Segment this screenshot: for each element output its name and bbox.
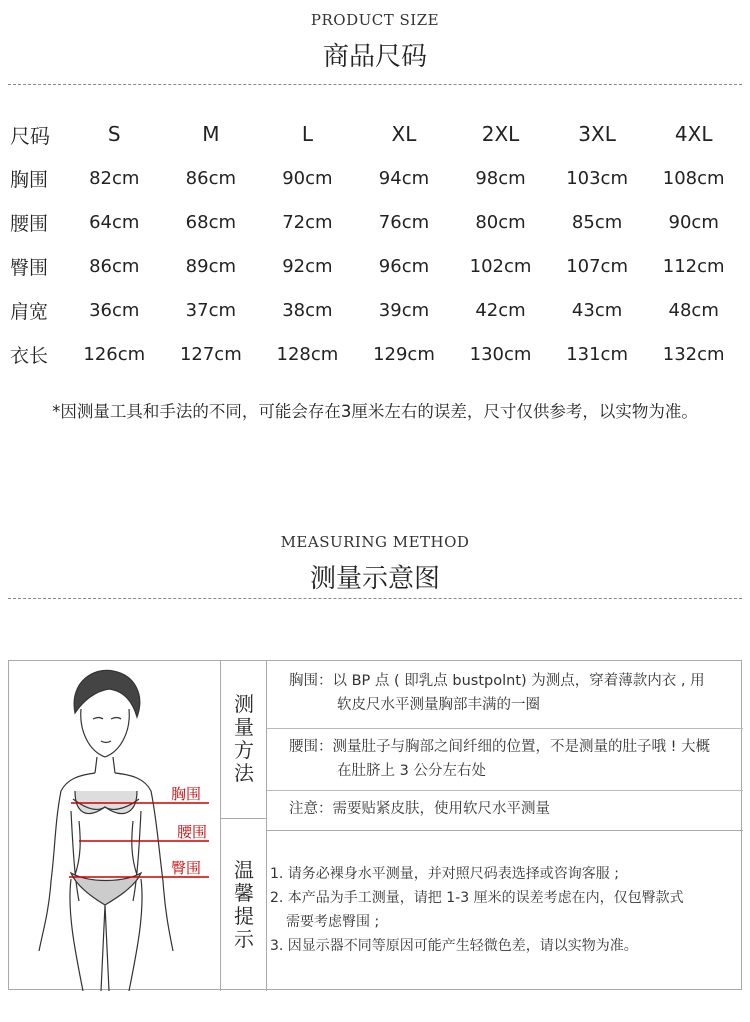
method-text: 注意：需要贴紧皮肤，使用软尺水平测量 [289, 801, 550, 817]
vertical-char: 测 [234, 692, 254, 716]
hip-label: 臀围 [171, 859, 202, 877]
measure-zh-title: 测量示意图 [309, 564, 440, 594]
method-text-cont: 软皮尺水平测量胸部丰满的一圈 [337, 697, 540, 713]
header-cell: L [301, 122, 313, 146]
table-cell: 80cm [475, 211, 526, 233]
table-cell: 85cm [571, 211, 623, 233]
table-cell: 76cm [378, 211, 430, 233]
table-cell: 107cm [566, 255, 628, 277]
tip-item-cont: 需要考虑臀围 ; [286, 914, 380, 930]
vertical-char: 馨 [234, 881, 254, 905]
row-label: 肩宽 [10, 300, 49, 323]
table-cell: 102cm [469, 255, 532, 277]
table-cell: 98cm [475, 167, 526, 189]
size-note: *因测量工具和手法的不同，可能会存在3厘米左右的误差，尺寸仅供参考，以实物为准。 [52, 402, 698, 421]
method-text: 腰围：测量肚子与胸部之间纤细的位置，不是测量的肚子哦 ! 大概 [289, 739, 711, 755]
header-cell: 尺码 [10, 123, 50, 148]
table-cell: 86cm [89, 255, 140, 277]
table-cell: 127cm [179, 343, 242, 365]
table-header-row [8, 112, 742, 156]
method-row-waist [267, 729, 743, 791]
table-cell: 130cm [469, 343, 532, 365]
tip-item: 1. 请务必裸身水平测量，并对照尺码表选择或咨询客服 ; [270, 866, 619, 882]
table-cell: 48cm [668, 299, 719, 321]
table-cell: 64cm [89, 211, 140, 233]
vertical-char: 示 [234, 927, 254, 951]
header-cell: 2XL [481, 122, 520, 146]
method-row-chest [267, 661, 743, 729]
table-row [8, 156, 742, 200]
table-cell: 129cm [373, 343, 435, 365]
vertical-char: 提 [234, 904, 254, 928]
table-row [8, 332, 742, 376]
header-cell: M [202, 122, 220, 146]
divider [8, 84, 742, 85]
row-label: 衣长 [10, 344, 49, 367]
row-label: 臀围 [10, 256, 49, 279]
table-cell: 86cm [185, 167, 237, 189]
chest-label: 胸围 [171, 785, 202, 803]
row-label: 腰围 [10, 212, 49, 235]
waist-label: 腰围 [177, 823, 208, 841]
table-cell: 131cm [566, 343, 628, 365]
table-cell: 103cm [566, 167, 628, 189]
size-en-title: PRODUCT SIZE [310, 11, 440, 29]
table-cell: 68cm [185, 211, 237, 233]
tip-item: 3. 因显示器不同等原因可能产生轻微色差，请以实物为准。 [270, 938, 638, 954]
vertical-char: 量 [234, 715, 254, 739]
header-cell: 4XL [674, 122, 713, 146]
header-cell: S [107, 122, 121, 146]
table-cell: 96cm [378, 255, 430, 277]
table-cell: 82cm [89, 167, 140, 189]
row-label: 胸围 [10, 168, 49, 191]
table-cell: 39cm [378, 299, 430, 321]
tips-list [270, 862, 740, 958]
table-cell: 42cm [475, 299, 526, 321]
size-table [8, 112, 742, 376]
table-cell: 132cm [662, 343, 725, 365]
table-cell: 38cm [282, 299, 333, 321]
table-cell: 108cm [662, 167, 725, 189]
method-row-note [267, 791, 743, 831]
method-text: 胸围：以 BP 点 ( 即乳点 bustpolnt) 为测点，穿着薄款内衣 , 用 [289, 673, 705, 689]
method-text-cont: 在肚脐上 3 公分左右处 [337, 763, 486, 779]
table-row [8, 244, 742, 288]
table-row [8, 288, 742, 332]
header-cell: XL [391, 122, 417, 146]
table-cell: 43cm [571, 299, 623, 321]
table-cell: 94cm [378, 167, 430, 189]
vertical-char: 温 [234, 858, 254, 882]
table-cell: 90cm [282, 167, 333, 189]
header-cell: 3XL [578, 122, 616, 146]
table-cell: 128cm [276, 343, 339, 365]
table-cell: 72cm [282, 211, 333, 233]
method-side-label [221, 661, 267, 819]
divider [8, 598, 742, 599]
table-cell: 112cm [662, 255, 725, 277]
vertical-char: 法 [234, 761, 254, 785]
measure-en-title: MEASURING METHOD [280, 533, 470, 551]
vertical-char: 方 [234, 738, 254, 762]
body-figure [9, 661, 221, 991]
table-cell: 126cm [83, 343, 146, 365]
tips-side-label [221, 819, 267, 991]
table-cell: 36cm [89, 299, 140, 321]
size-zh-title: 商品尺码 [322, 42, 427, 72]
table-cell: 92cm [282, 255, 333, 277]
table-cell: 37cm [185, 299, 237, 321]
table-cell: 90cm [668, 211, 719, 233]
tip-item: 2. 本产品为手工测量，请把 1-3 厘米的误差考虑在内，仅包臀款式 [270, 890, 684, 906]
table-cell: 89cm [185, 255, 237, 277]
table-row [8, 200, 742, 244]
